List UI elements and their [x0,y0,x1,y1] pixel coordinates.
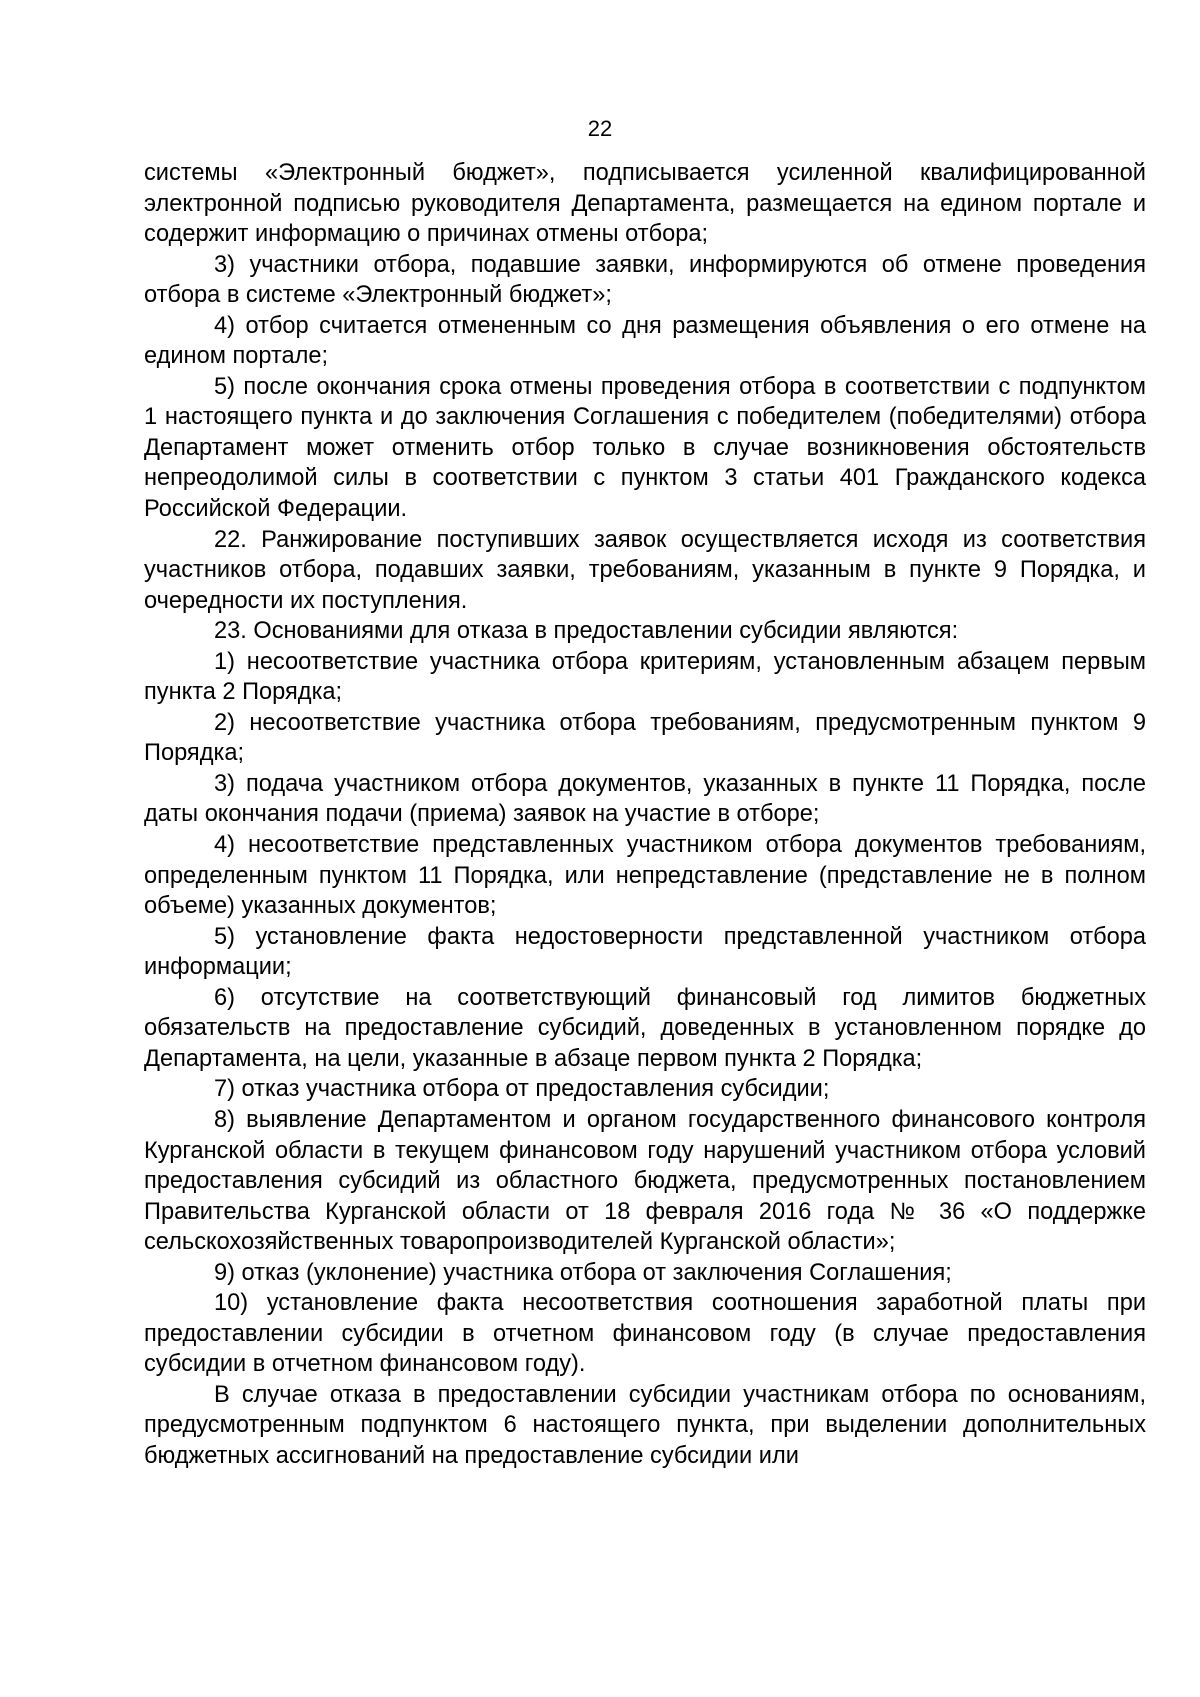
paragraph-ground-6: 6) отсутствие на соответствующий финансовый год лимитов бюджетных обязательств на предоставление субсидий, доведенных в установленном порядке до Департамента, на цели, указанные в абзаце первом пункта 2 Порядка; [144,984,1146,1072]
paragraph-item-5: 5) после окончания срока отмены проведения отбора в соответствии с подпунктом 1 настоящего пункта и до заключения Соглашения с победителем (победителями) отбора Департамент может отменить отбор только в случае возникновения обстоятельств непреодолимой силы в соответствии с пунктом 3 статьи 401 Гражданского кодекса Российской Федерации. [144,373,1146,523]
paragraph-ground-9: 9) отказ (уклонение) участника отбора от заключения Соглашения; [214,1259,952,1286]
document-body [144,158,1146,1472]
paragraph-ground-4: 4) несоответствие представленных участником отбора документов требованиям, определенным пунктом 11 Порядка, или непредставление (представление не в полном объеме) указанных документов; [144,832,1146,920]
page-number: 22 [587,116,613,141]
paragraph-section-23: 23. Основаниями для отказа в предоставлении субсидии являются: [214,618,959,645]
paragraph-ground-5: 5) установление факта недостоверности представленной участником отбора информации; [144,923,1146,981]
paragraph-ground-1: 1) несоответствие участника отбора критериям, установленным абзацем первым пункта 2 Порядка; [144,648,1146,706]
paragraph-ground-8: 8) выявление Департаментом и органом государственного финансового контроля Курганской области в текущем финансовом году нарушений участником отбора условий предоставления субсидий из областного бюджета, предусмотренных постановлением Правительства Курганской области от 18 февраля 2016 года № 36 «О поддержке сельскохозяйственных товаропроизводителей Курганской области»; [144,1106,1146,1256]
paragraph-refusal-case: В случае отказа в предоставлении субсидии участникам отбора по основаниям, предусмотренным подпунктом 6 настоящего пункта, при выделении дополнительных бюджетных ассигнований на предоставление субсидии или [144,1381,1146,1469]
paragraph-ground-10: 10) установление факта несоответствия соотношения заработной платы при предоставлении субсидии в отчетном финансовом году (в случае предоставления субсидии в отчетном финансовом году). [144,1290,1146,1378]
paragraph-section-22: 22. Ранжирование поступивших заявок осуществляется исходя из соответствия участников отбора, подавших заявки, требованиям, указанным в пункте 9 Порядка, и очередности их поступления. [144,526,1146,614]
paragraph-continuation: системы «Электронный бюджет», подписывается усиленной квалифицированной электронной подписью руководителя Департамента, размещается на едином портале и содержит информацию о причинах отмены отбора; [144,160,1146,248]
paragraph-item-3: 3) участники отбора, подавшие заявки, информируются об отмене проведения отбора в системе «Электронный бюджет»; [144,251,1146,309]
paragraph-item-4: 4) отбор считается отмененным со дня размещения объявления о его отмене на едином портале; [144,312,1146,370]
paragraph-ground-7: 7) отказ участника отбора от предоставления субсидии; [214,1076,830,1103]
paragraph-ground-2: 2) несоответствие участника отбора требованиям, предусмотренным пунктом 9 Порядка; [144,709,1146,767]
paragraph-ground-3: 3) подача участником отбора документов, указанных в пункте 11 Порядка, после даты окончания подачи (приема) заявок на участие в отборе; [144,770,1146,828]
